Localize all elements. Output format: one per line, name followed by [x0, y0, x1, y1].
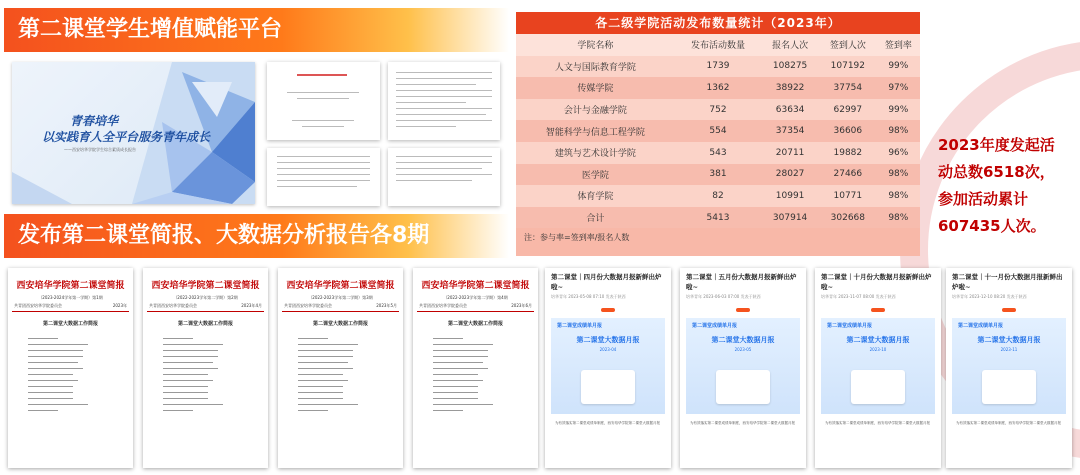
table-cell: 合计	[516, 207, 675, 229]
monthly-body: 为有效落实第二课堂成绩单制度，西安培华学院第二课堂大数据月报	[956, 421, 1061, 425]
briefing-org: 共青团西安培华学院委员会	[419, 303, 467, 308]
table-title: 各二级学院活动发布数量统计（2023年）	[516, 12, 920, 34]
monthly-title: 第二课堂｜十月份大数据月报新鲜出炉啦~	[821, 273, 932, 291]
card-header: 第二课堂成绩单月报	[557, 323, 603, 329]
monthly-body: 为有效落实第二课堂成绩单制度，西安培华学院第二课堂大数据月报	[555, 421, 660, 425]
cover-subtitle: ——西安培华学院学生综合素质成长报告	[64, 147, 136, 152]
table-row	[516, 77, 920, 99]
card-header: 第二课堂成绩单月报	[692, 323, 738, 329]
table-cell: 37354	[761, 120, 819, 142]
report-cover	[12, 62, 255, 204]
monthly-meta: 培华青年 2023-12-10 08:20 发表于陕西	[952, 294, 1027, 299]
table-cell: 752	[675, 99, 762, 121]
table-cell: 10991	[761, 185, 819, 207]
briefing-date: 2023年	[112, 303, 127, 308]
table-cell: 10771	[819, 185, 877, 207]
monthly-body: 为有效落实第二课堂成绩单制度，西安培华学院第二课堂大数据月报	[690, 421, 795, 425]
briefing-date: 2023年4月	[241, 303, 262, 308]
table-cell: 37754	[819, 77, 877, 99]
table-cell: 人文与国际教育学院	[516, 56, 675, 78]
briefing-doc-2	[143, 268, 268, 468]
table-cell: 会计与金融学院	[516, 99, 675, 121]
monthly-report-3	[815, 268, 941, 468]
briefing-heading: 第二课堂大数据工作简报	[177, 321, 233, 327]
monthly-title: 第二课堂｜五月份大数据月报新鲜出炉啦~	[686, 273, 797, 291]
table-cell: 智能科学与信息工程学院	[516, 120, 675, 142]
table-cell: 体育学院	[516, 185, 675, 207]
table-cell: 建筑与艺术设计学院	[516, 142, 675, 164]
monthly-card	[551, 318, 665, 414]
card-title: 第二课堂大数据月报	[576, 336, 640, 344]
briefing-outline	[8, 327, 133, 411]
table-cell: 1739	[675, 56, 762, 78]
table-cell: 20711	[761, 142, 819, 164]
card-date: 2023-04	[599, 347, 617, 352]
table-cell: 19882	[819, 142, 877, 164]
card-date: 2023-05	[734, 347, 752, 352]
col-header: 学院名称	[516, 34, 675, 56]
monthly-body: 为有效落实第二课堂成绩单制度，西安培华学院第二课堂大数据月报	[825, 421, 930, 425]
tag-pill	[736, 308, 750, 312]
cover-title-line1: 青春培华	[70, 114, 119, 128]
briefing-title: 西安培华学院第二课堂简报	[421, 281, 530, 291]
annual-summary: 2023年度发起活动总数6518次，参加活动累计607435人次。	[938, 136, 1055, 235]
table-cell: 98%	[877, 207, 920, 229]
briefing-doc-1	[8, 268, 133, 468]
col-header: 报名人次	[761, 34, 819, 56]
briefing-outline	[143, 327, 268, 411]
monthly-title: 第二课堂｜十一月份大数据月报新鲜出炉啦~	[952, 273, 1063, 291]
table-row	[516, 99, 920, 121]
card-title: 第二课堂大数据月报	[846, 336, 910, 344]
table-cell: 302668	[819, 207, 877, 229]
card-header: 第二课堂成绩单月报	[827, 323, 873, 329]
briefing-issue: （2023-2024学年第一学期）第1期	[38, 295, 103, 300]
col-header: 签到人次	[819, 34, 877, 56]
briefing-org: 共青团西安培华学院委员会	[284, 303, 332, 308]
tag-pill	[1002, 308, 1016, 312]
table-cell: 82	[675, 185, 762, 207]
briefing-outline	[413, 327, 538, 411]
platform-banner: 第二课堂学生增值赋能平台	[4, 8, 509, 52]
card-title: 第二课堂大数据月报	[711, 336, 775, 344]
table-cell: 381	[675, 164, 762, 186]
table-cell: 107192	[819, 56, 877, 78]
red-rule	[282, 311, 399, 312]
monthly-meta: 培华青年 2023-06-03 07:00 发表于陕西	[686, 294, 761, 299]
table-cell: 28027	[761, 164, 819, 186]
monthly-report-1	[545, 268, 671, 468]
report-page-1	[267, 62, 380, 140]
red-rule	[417, 311, 534, 312]
monthly-meta: 培华青年 2023-11-07 08:00 发表于陕西	[821, 294, 896, 299]
chart-illustration	[581, 370, 635, 404]
table-cell: 98%	[877, 120, 920, 142]
table-cell: 99%	[877, 99, 920, 121]
briefing-doc-4	[413, 268, 538, 468]
briefing-issue: （2022-2023学年第二学期）第3期	[308, 295, 373, 300]
table-cell: 543	[675, 142, 762, 164]
card-date: 2023-10	[869, 347, 887, 352]
chart-illustration	[982, 370, 1036, 404]
table-cell: 传媒学院	[516, 77, 675, 99]
red-rule	[12, 311, 129, 312]
table-cell: 96%	[877, 142, 920, 164]
briefing-heading: 第二课堂大数据工作简报	[312, 321, 368, 327]
card-header: 第二课堂成绩单月报	[958, 323, 1004, 329]
col-header: 发布活动数量	[675, 34, 762, 56]
table-header-row	[516, 34, 920, 56]
cover-title-line2: 以实践育人全平台服务青年成长	[42, 130, 211, 144]
chart-illustration	[851, 370, 905, 404]
tag-pill	[601, 308, 615, 312]
briefing-issue: （2022-2023学年第二学期）第4期	[443, 295, 508, 300]
report-page-4	[388, 148, 500, 206]
report-page-3	[388, 62, 500, 140]
chart-illustration	[716, 370, 770, 404]
monthly-card	[952, 318, 1066, 414]
table-row	[516, 164, 920, 186]
table-total-row	[516, 207, 920, 229]
table-cell: 36606	[819, 120, 877, 142]
table-row	[516, 142, 920, 164]
briefing-org: 共青团西安培华学院委员会	[14, 303, 62, 308]
monthly-title: 第二课堂｜四月份大数据月报新鲜出炉啦~	[551, 273, 662, 291]
briefing-outline	[278, 327, 403, 411]
briefing-title: 西安培华学院第二课堂简报	[16, 281, 125, 291]
tag-pill	[871, 308, 885, 312]
table-cell: 5413	[675, 207, 762, 229]
monthly-report-4	[946, 268, 1072, 468]
briefing-org: 共青团西安培华学院委员会	[149, 303, 197, 308]
briefing-doc-3	[278, 268, 403, 468]
monthly-meta: 培华青年 2023-05-08 07:10 发表于陕西	[551, 294, 626, 299]
table-cell: 医学院	[516, 164, 675, 186]
briefing-date: 2023年5月	[376, 303, 397, 308]
activity-stats-table	[516, 12, 920, 256]
briefing-banner: 发布第二课堂简报、大数据分析报告各8期	[4, 214, 509, 258]
table-cell: 38922	[761, 77, 819, 99]
table-cell: 307914	[761, 207, 819, 229]
table-note: 注：参与率=签到率/报名人数	[524, 233, 630, 243]
table-cell: 98%	[877, 164, 920, 186]
card-date: 2023-11	[1000, 347, 1018, 352]
briefing-heading: 第二课堂大数据工作简报	[447, 321, 503, 327]
briefing-title: 西安培华学院第二课堂简报	[151, 281, 260, 291]
monthly-card	[686, 318, 800, 414]
table-cell: 27466	[819, 164, 877, 186]
table-cell: 97%	[877, 77, 920, 99]
briefing-heading: 第二课堂大数据工作简报	[42, 321, 98, 327]
table-cell: 108275	[761, 56, 819, 78]
red-rule	[147, 311, 264, 312]
stats-grid	[516, 34, 920, 228]
briefing-issue: （2022-2023学年第二学期）第2期	[173, 295, 238, 300]
monthly-card	[821, 318, 935, 414]
briefing-date: 2023年6月	[511, 303, 532, 308]
col-header: 签到率	[877, 34, 920, 56]
briefing-title: 西安培华学院第二课堂简报	[286, 281, 395, 291]
table-row	[516, 120, 920, 142]
table-cell: 554	[675, 120, 762, 142]
report-page-2	[267, 148, 380, 206]
table-row	[516, 56, 920, 78]
card-title: 第二课堂大数据月报	[977, 336, 1041, 344]
table-cell: 98%	[877, 185, 920, 207]
table-cell: 1362	[675, 77, 762, 99]
table-cell: 99%	[877, 56, 920, 78]
table-cell: 62997	[819, 99, 877, 121]
table-cell: 63634	[761, 99, 819, 121]
monthly-report-2	[680, 268, 806, 468]
table-row	[516, 185, 920, 207]
